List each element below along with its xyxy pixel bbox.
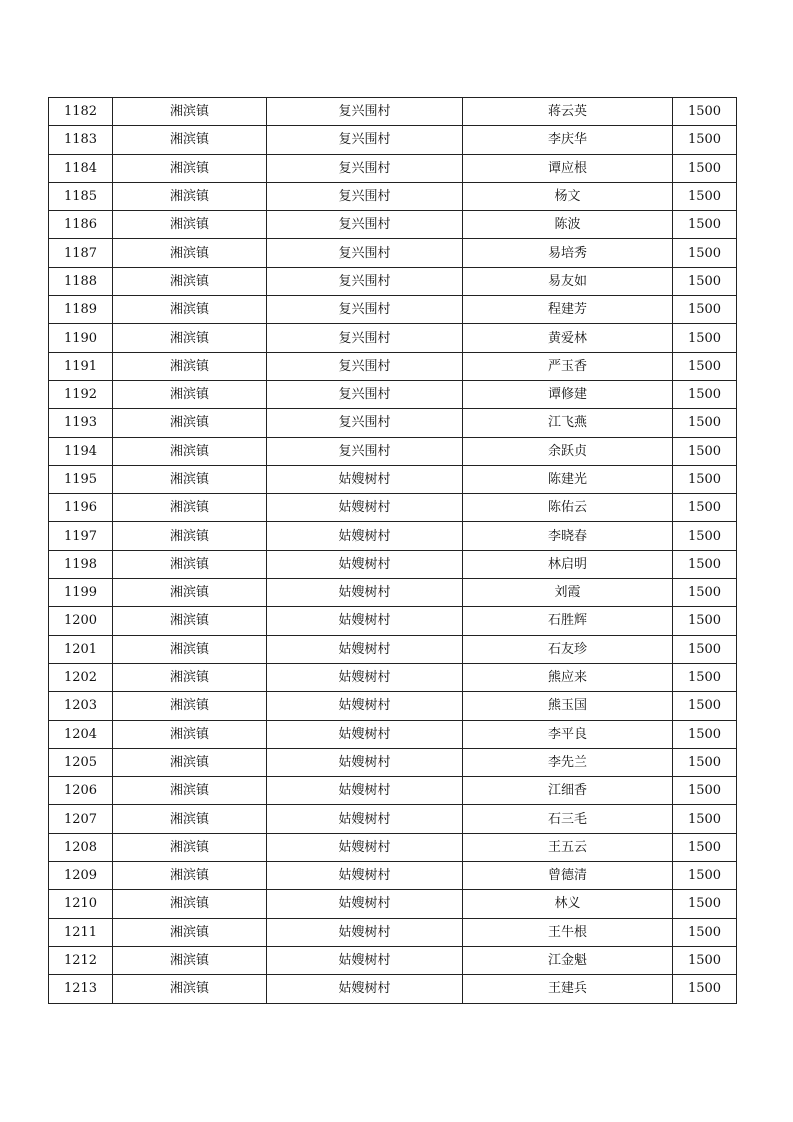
town-cell: 湘滨镇	[113, 890, 267, 918]
town-cell: 湘滨镇	[113, 409, 267, 437]
village-cell: 姑嫂树村	[267, 663, 463, 691]
person-name-cell: 石三毛	[463, 805, 673, 833]
amount-cell: 1500	[673, 239, 737, 267]
village-cell: 姑嫂树村	[267, 805, 463, 833]
table-row	[49, 296, 737, 324]
town-cell: 湘滨镇	[113, 635, 267, 663]
town-cell: 湘滨镇	[113, 239, 267, 267]
row-number-cell: 1206	[49, 777, 113, 805]
town-cell: 湘滨镇	[113, 267, 267, 295]
row-number-cell: 1209	[49, 862, 113, 890]
table-row	[49, 211, 737, 239]
town-cell: 湘滨镇	[113, 777, 267, 805]
amount-cell: 1500	[673, 494, 737, 522]
table-row	[49, 494, 737, 522]
row-number-cell: 1187	[49, 239, 113, 267]
village-cell: 姑嫂树村	[267, 946, 463, 974]
amount-cell: 1500	[673, 211, 737, 239]
town-cell: 湘滨镇	[113, 550, 267, 578]
person-name-cell: 王牛根	[463, 918, 673, 946]
town-cell: 湘滨镇	[113, 154, 267, 182]
table-row	[49, 862, 737, 890]
village-cell: 复兴围村	[267, 211, 463, 239]
table-row	[49, 777, 737, 805]
village-cell: 复兴围村	[267, 126, 463, 154]
village-cell: 复兴围村	[267, 182, 463, 210]
person-name-cell: 陈波	[463, 211, 673, 239]
table-row	[49, 182, 737, 210]
amount-cell: 1500	[673, 946, 737, 974]
person-name-cell: 李庆华	[463, 126, 673, 154]
village-cell: 姑嫂树村	[267, 720, 463, 748]
row-number-cell: 1183	[49, 126, 113, 154]
person-name-cell: 江飞燕	[463, 409, 673, 437]
town-cell: 湘滨镇	[113, 862, 267, 890]
table-row	[49, 975, 737, 1003]
amount-cell: 1500	[673, 720, 737, 748]
amount-cell: 1500	[673, 550, 737, 578]
town-cell: 湘滨镇	[113, 126, 267, 154]
amount-cell: 1500	[673, 777, 737, 805]
table-row	[49, 437, 737, 465]
amount-cell: 1500	[673, 833, 737, 861]
row-number-cell: 1194	[49, 437, 113, 465]
village-cell: 姑嫂树村	[267, 550, 463, 578]
amount-cell: 1500	[673, 154, 737, 182]
row-number-cell: 1202	[49, 663, 113, 691]
person-name-cell: 石友珍	[463, 635, 673, 663]
village-cell: 复兴围村	[267, 324, 463, 352]
table-row	[49, 239, 737, 267]
amount-cell: 1500	[673, 607, 737, 635]
row-number-cell: 1201	[49, 635, 113, 663]
row-number-cell: 1190	[49, 324, 113, 352]
person-name-cell: 谭应根	[463, 154, 673, 182]
village-cell: 姑嫂树村	[267, 607, 463, 635]
person-name-cell: 李先兰	[463, 748, 673, 776]
amount-cell: 1500	[673, 918, 737, 946]
village-cell: 姑嫂树村	[267, 494, 463, 522]
village-cell: 姑嫂树村	[267, 692, 463, 720]
row-number-cell: 1199	[49, 579, 113, 607]
village-cell: 姑嫂树村	[267, 748, 463, 776]
town-cell: 湘滨镇	[113, 211, 267, 239]
roster-table-body	[49, 98, 737, 1004]
amount-cell: 1500	[673, 437, 737, 465]
town-cell: 湘滨镇	[113, 692, 267, 720]
table-row	[49, 465, 737, 493]
row-number-cell: 1182	[49, 98, 113, 126]
table-row	[49, 550, 737, 578]
person-name-cell: 陈建光	[463, 465, 673, 493]
person-name-cell: 严玉香	[463, 352, 673, 380]
town-cell: 湘滨镇	[113, 805, 267, 833]
town-cell: 湘滨镇	[113, 748, 267, 776]
town-cell: 湘滨镇	[113, 465, 267, 493]
amount-cell: 1500	[673, 126, 737, 154]
table-row	[49, 833, 737, 861]
person-name-cell: 陈佑云	[463, 494, 673, 522]
village-cell: 姑嫂树村	[267, 890, 463, 918]
table-row	[49, 946, 737, 974]
town-cell: 湘滨镇	[113, 494, 267, 522]
table-row	[49, 154, 737, 182]
table-row	[49, 692, 737, 720]
table-row	[49, 663, 737, 691]
village-cell: 姑嫂树村	[267, 635, 463, 663]
amount-cell: 1500	[673, 465, 737, 493]
person-name-cell: 黄爱林	[463, 324, 673, 352]
village-cell: 复兴围村	[267, 154, 463, 182]
person-name-cell: 王建兵	[463, 975, 673, 1003]
table-row	[49, 126, 737, 154]
village-cell: 姑嫂树村	[267, 522, 463, 550]
table-row	[49, 324, 737, 352]
amount-cell: 1500	[673, 890, 737, 918]
row-number-cell: 1192	[49, 380, 113, 408]
row-number-cell: 1208	[49, 833, 113, 861]
row-number-cell: 1212	[49, 946, 113, 974]
row-number-cell: 1189	[49, 296, 113, 324]
town-cell: 湘滨镇	[113, 946, 267, 974]
row-number-cell: 1211	[49, 918, 113, 946]
row-number-cell: 1203	[49, 692, 113, 720]
row-number-cell: 1184	[49, 154, 113, 182]
village-cell: 姑嫂树村	[267, 833, 463, 861]
table-row	[49, 522, 737, 550]
village-cell: 姑嫂树村	[267, 862, 463, 890]
village-cell: 复兴围村	[267, 409, 463, 437]
table-row	[49, 267, 737, 295]
village-cell: 复兴围村	[267, 98, 463, 126]
town-cell: 湘滨镇	[113, 663, 267, 691]
village-cell: 姑嫂树村	[267, 579, 463, 607]
amount-cell: 1500	[673, 692, 737, 720]
row-number-cell: 1185	[49, 182, 113, 210]
table-row	[49, 805, 737, 833]
row-number-cell: 1191	[49, 352, 113, 380]
row-number-cell: 1195	[49, 465, 113, 493]
person-name-cell: 林启明	[463, 550, 673, 578]
town-cell: 湘滨镇	[113, 720, 267, 748]
town-cell: 湘滨镇	[113, 324, 267, 352]
row-number-cell: 1204	[49, 720, 113, 748]
roster-table	[48, 97, 737, 1004]
village-cell: 复兴围村	[267, 352, 463, 380]
table-row	[49, 748, 737, 776]
person-name-cell: 李平良	[463, 720, 673, 748]
row-number-cell: 1213	[49, 975, 113, 1003]
person-name-cell: 易友如	[463, 267, 673, 295]
person-name-cell: 刘霞	[463, 579, 673, 607]
row-number-cell: 1193	[49, 409, 113, 437]
amount-cell: 1500	[673, 380, 737, 408]
person-name-cell: 李晓春	[463, 522, 673, 550]
table-row	[49, 635, 737, 663]
amount-cell: 1500	[673, 267, 737, 295]
town-cell: 湘滨镇	[113, 833, 267, 861]
town-cell: 湘滨镇	[113, 380, 267, 408]
row-number-cell: 1197	[49, 522, 113, 550]
table-row	[49, 579, 737, 607]
amount-cell: 1500	[673, 635, 737, 663]
person-name-cell: 熊应来	[463, 663, 673, 691]
village-cell: 复兴围村	[267, 437, 463, 465]
row-number-cell: 1200	[49, 607, 113, 635]
person-name-cell: 杨文	[463, 182, 673, 210]
amount-cell: 1500	[673, 975, 737, 1003]
person-name-cell: 程建芳	[463, 296, 673, 324]
amount-cell: 1500	[673, 409, 737, 437]
person-name-cell: 江细香	[463, 777, 673, 805]
town-cell: 湘滨镇	[113, 182, 267, 210]
amount-cell: 1500	[673, 352, 737, 380]
town-cell: 湘滨镇	[113, 352, 267, 380]
amount-cell: 1500	[673, 182, 737, 210]
village-cell: 复兴围村	[267, 239, 463, 267]
amount-cell: 1500	[673, 805, 737, 833]
village-cell: 姑嫂树村	[267, 918, 463, 946]
table-row	[49, 607, 737, 635]
town-cell: 湘滨镇	[113, 975, 267, 1003]
table-row	[49, 890, 737, 918]
person-name-cell: 曾德清	[463, 862, 673, 890]
amount-cell: 1500	[673, 663, 737, 691]
amount-cell: 1500	[673, 579, 737, 607]
person-name-cell: 熊玉国	[463, 692, 673, 720]
amount-cell: 1500	[673, 98, 737, 126]
amount-cell: 1500	[673, 324, 737, 352]
amount-cell: 1500	[673, 748, 737, 776]
row-number-cell: 1196	[49, 494, 113, 522]
town-cell: 湘滨镇	[113, 607, 267, 635]
person-name-cell: 石胜辉	[463, 607, 673, 635]
person-name-cell: 王五云	[463, 833, 673, 861]
table-row	[49, 380, 737, 408]
table-row	[49, 98, 737, 126]
village-cell: 姑嫂树村	[267, 777, 463, 805]
person-name-cell: 蒋云英	[463, 98, 673, 126]
amount-cell: 1500	[673, 522, 737, 550]
row-number-cell: 1210	[49, 890, 113, 918]
person-name-cell: 易培秀	[463, 239, 673, 267]
person-name-cell: 余跃贞	[463, 437, 673, 465]
village-cell: 复兴围村	[267, 296, 463, 324]
table-row	[49, 352, 737, 380]
village-cell: 姑嫂树村	[267, 465, 463, 493]
person-name-cell: 江金魁	[463, 946, 673, 974]
row-number-cell: 1186	[49, 211, 113, 239]
amount-cell: 1500	[673, 296, 737, 324]
row-number-cell: 1207	[49, 805, 113, 833]
village-cell: 复兴围村	[267, 267, 463, 295]
row-number-cell: 1205	[49, 748, 113, 776]
town-cell: 湘滨镇	[113, 98, 267, 126]
table-row	[49, 409, 737, 437]
person-name-cell: 林义	[463, 890, 673, 918]
amount-cell: 1500	[673, 862, 737, 890]
table-row	[49, 918, 737, 946]
row-number-cell: 1188	[49, 267, 113, 295]
person-name-cell: 谭修建	[463, 380, 673, 408]
town-cell: 湘滨镇	[113, 522, 267, 550]
town-cell: 湘滨镇	[113, 918, 267, 946]
row-number-cell: 1198	[49, 550, 113, 578]
table-row	[49, 720, 737, 748]
town-cell: 湘滨镇	[113, 296, 267, 324]
village-cell: 姑嫂树村	[267, 975, 463, 1003]
village-cell: 复兴围村	[267, 380, 463, 408]
town-cell: 湘滨镇	[113, 437, 267, 465]
town-cell: 湘滨镇	[113, 579, 267, 607]
